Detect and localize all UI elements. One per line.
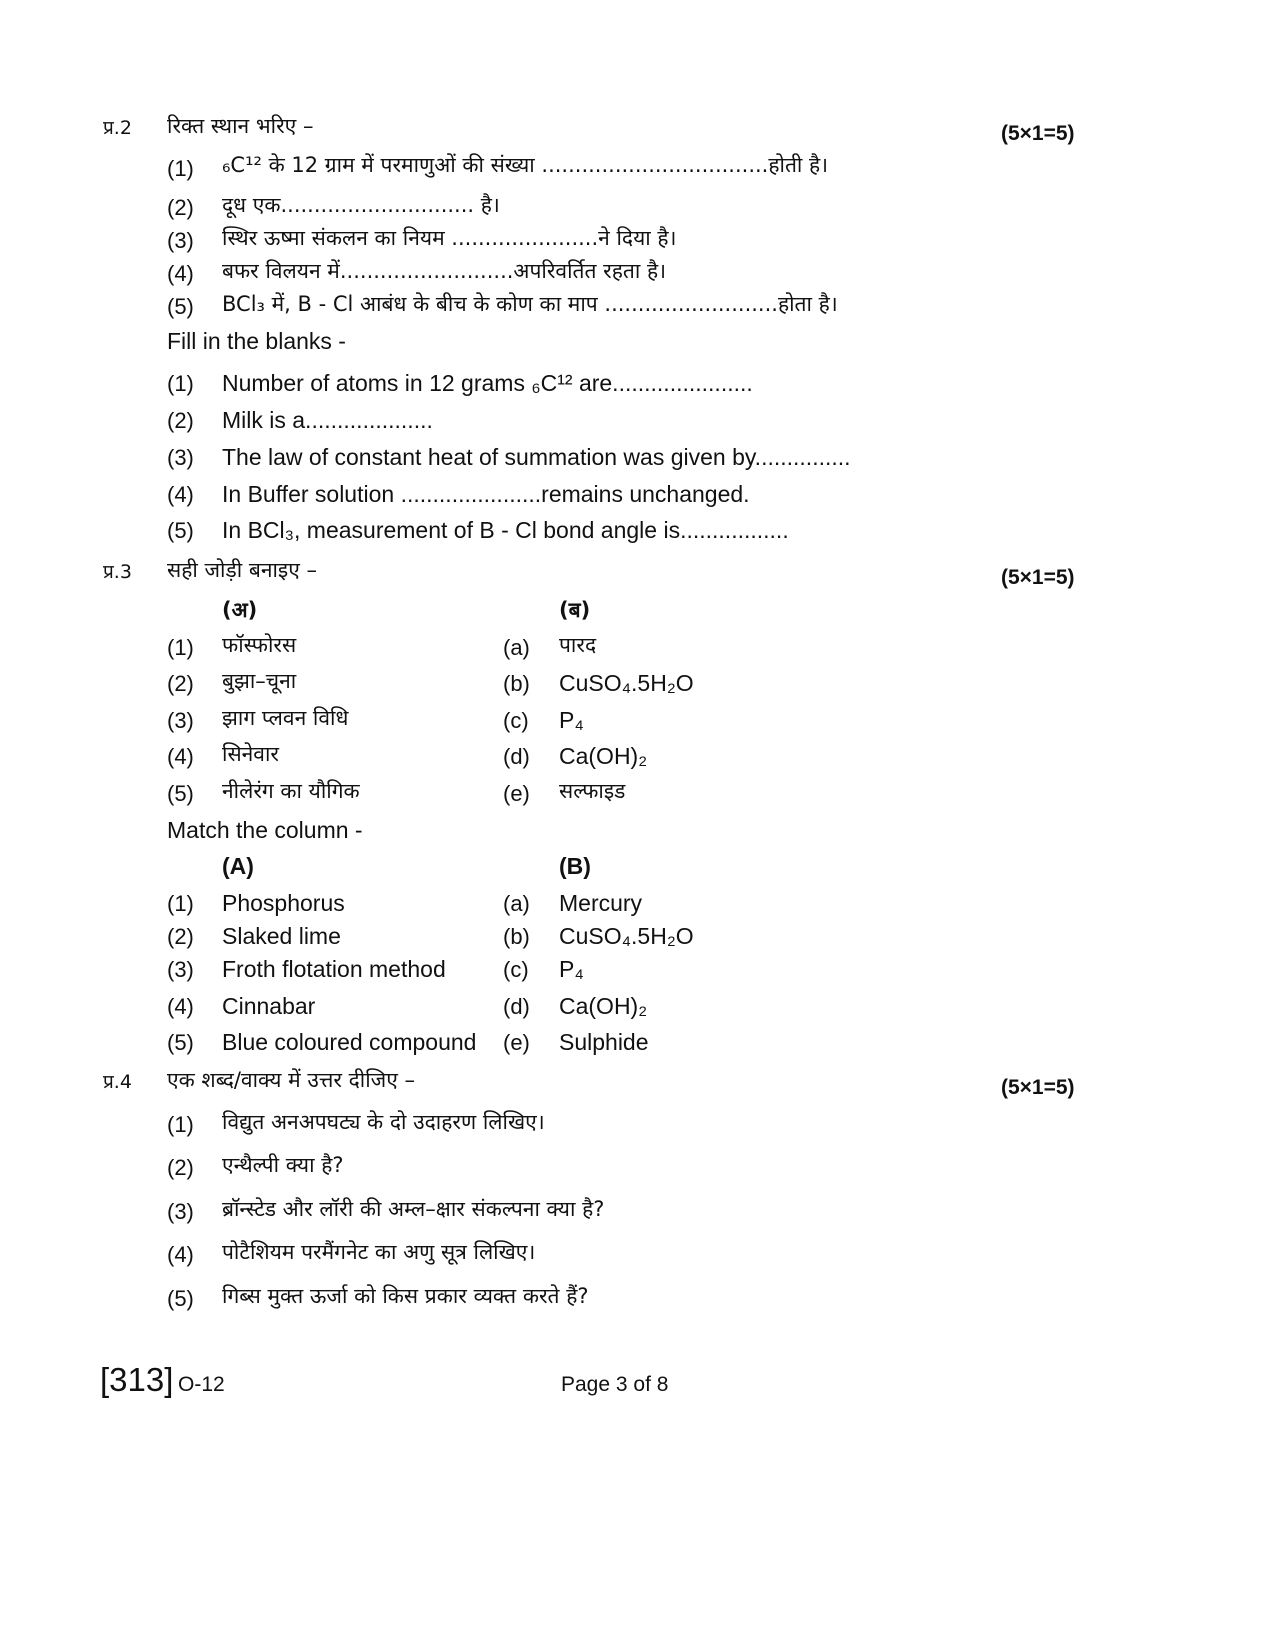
q3-en-row-2-letter: (b) — [503, 924, 530, 949]
q3-col-b-header-hindi: (ब) — [559, 598, 591, 622]
set-code: O-12 — [178, 1373, 225, 1396]
q3-en-row-5-b: Sulphide — [559, 1029, 649, 1055]
q3-en-row-2-number: (2) — [167, 924, 194, 949]
q3-en-row-3-number: (3) — [167, 957, 194, 982]
q2-marks: (5×1=5) — [1001, 122, 1075, 145]
q2-hi-item-3-text: स्थिर ऊष्मा संकलन का नियम ......................ने दिया है। — [222, 226, 677, 250]
q4-item-3-number: (3) — [167, 1199, 194, 1224]
q2-hi-item-1-number: (1) — [167, 156, 194, 181]
q4-heading-hindi: एक शब्द/वाक्य में उत्तर दीजिए – — [167, 1068, 416, 1092]
q2-hi-item-1-text: ₆C¹² के 12 ग्राम में परमाणुओं की संख्या ..................................होती है। — [222, 153, 829, 177]
q3-en-row-4-a: Cinnabar — [222, 993, 316, 1019]
q3-heading-hindi: सही जोड़ी बनाइए – — [167, 558, 318, 582]
q2-number: प्र.2 — [103, 117, 132, 139]
q3-col-a-header-english: (A) — [222, 853, 254, 879]
q2-hi-item-4-number: (4) — [167, 261, 194, 286]
q3-hi-row-2-letter: (b) — [503, 671, 530, 696]
q4-item-1-text: विद्युत अनअपघट्य के दो उदाहरण लिखिए। — [222, 1110, 545, 1134]
q3-en-row-5-a: Blue coloured compound — [222, 1029, 477, 1055]
q2-hi-item-2-text: दूध एक............................. है। — [222, 193, 500, 217]
q2-en-item-5-number: (5) — [167, 518, 194, 543]
q2-en-item-1-text: Number of atoms in 12 grams ₆C¹² are...................... — [222, 370, 753, 396]
q3-hi-row-4-a: सिनेवार — [222, 742, 279, 766]
q3-en-row-3-b: P₄ — [559, 956, 584, 982]
q3-hi-row-2-b: CuSO₄.5H₂O — [559, 670, 694, 696]
q2-hi-item-5-text: BCl₃ में, B - Cl आबंध के बीच के कोण का माप ..........................होता है। — [222, 292, 838, 316]
q3-en-row-4-number: (4) — [167, 994, 194, 1019]
q3-marks: (5×1=5) — [1001, 566, 1075, 589]
q3-hi-row-3-number: (3) — [167, 708, 194, 733]
q3-hi-row-3-b: P₄ — [559, 707, 584, 733]
q2-hi-item-5-number: (5) — [167, 294, 194, 319]
q3-hi-row-2-a: बुझा–चूना — [222, 669, 297, 693]
q2-heading-english: Fill in the blanks - — [167, 328, 346, 354]
q3-hi-row-3-a: झाग प्लवन विधि — [222, 706, 349, 730]
q3-hi-row-5-b: सल्फाइड — [559, 779, 626, 803]
q3-hi-row-4-number: (4) — [167, 744, 194, 769]
q3-heading-english: Match the column - — [167, 817, 363, 843]
q2-hi-item-4-text: बफर विलयन में..........................अपरिवर्तित रहता है। — [222, 259, 667, 283]
q3-en-row-2-a: Slaked lime — [222, 923, 341, 949]
q2-hi-item-2-number: (2) — [167, 195, 194, 220]
q2-en-item-2-number: (2) — [167, 408, 194, 433]
q4-item-3-text: ब्रॉन्स्टेड और लॉरी की अम्ल–क्षार संकल्पना क्या है? — [222, 1197, 605, 1221]
q3-hi-row-4-letter: (d) — [503, 744, 530, 769]
q3-hi-row-4-b: Ca(OH)₂ — [559, 743, 648, 769]
q3-en-row-4-b: Ca(OH)₂ — [559, 993, 648, 1019]
q4-item-5-number: (5) — [167, 1286, 194, 1311]
q3-en-row-3-letter: (c) — [503, 957, 529, 982]
q3-en-row-4-letter: (d) — [503, 994, 530, 1019]
paper-code: [313] — [100, 1361, 174, 1398]
q4-number: प्र.4 — [103, 1071, 132, 1093]
q3-en-row-5-number: (5) — [167, 1030, 194, 1055]
q4-item-4-number: (4) — [167, 1242, 194, 1267]
q3-en-row-1-a: Phosphorus — [222, 890, 345, 916]
page-number: Page 3 of 8 — [561, 1373, 669, 1396]
q4-marks: (5×1=5) — [1001, 1076, 1075, 1099]
q3-hi-row-5-a: नीलेरंग का यौगिक — [222, 779, 360, 803]
q3-en-row-5-letter: (e) — [503, 1030, 530, 1055]
q2-en-item-5-text: In BCl₃, measurement of B - Cl bond angle is................. — [222, 517, 789, 543]
q2-en-item-4-number: (4) — [167, 482, 194, 507]
q3-en-row-2-b: CuSO₄.5H₂O — [559, 923, 694, 949]
q2-en-item-2-text: Milk is a.................... — [222, 407, 433, 433]
q3-hi-row-5-number: (5) — [167, 781, 194, 806]
q3-hi-row-1-number: (1) — [167, 635, 194, 660]
q3-hi-row-5-letter: (e) — [503, 781, 530, 806]
q3-en-row-3-a: Froth flotation method — [222, 956, 446, 982]
q4-item-5-text: गिब्स मुक्त ऊर्जा को किस प्रकार व्यक्त करते हैं? — [222, 1284, 589, 1308]
q4-item-2-text: एन्थैल्पी क्या है? — [222, 1153, 344, 1177]
q2-en-item-3-text: The law of constant heat of summation was given by............... — [222, 444, 851, 470]
q2-en-item-1-number: (1) — [167, 371, 194, 396]
q3-hi-row-2-number: (2) — [167, 671, 194, 696]
q3-hi-row-1-letter: (a) — [503, 635, 530, 660]
q3-col-a-header-hindi: (अ) — [222, 598, 258, 622]
q3-hi-row-1-a: फॉस्फोरस — [222, 633, 297, 657]
q4-item-2-number: (2) — [167, 1155, 194, 1180]
q2-en-item-3-number: (3) — [167, 445, 194, 470]
q3-en-row-1-letter: (a) — [503, 891, 530, 916]
q2-hi-item-3-number: (3) — [167, 228, 194, 253]
q3-hi-row-1-b: पारद — [559, 633, 597, 657]
q2-en-item-4-text: In Buffer solution ......................remains unchanged. — [222, 481, 750, 507]
q2-heading-hindi: रिक्त स्थान भरिए – — [167, 114, 314, 138]
q4-item-4-text: पोटैशियम परमैंगनेट का अणु सूत्र लिखिए। — [222, 1240, 536, 1264]
q3-number: प्र.3 — [103, 561, 132, 583]
q3-en-row-1-b: Mercury — [559, 890, 643, 916]
q3-hi-row-3-letter: (c) — [503, 708, 529, 733]
q3-en-row-1-number: (1) — [167, 891, 194, 916]
q4-item-1-number: (1) — [167, 1112, 194, 1137]
q3-col-b-header-english: (B) — [559, 853, 591, 879]
